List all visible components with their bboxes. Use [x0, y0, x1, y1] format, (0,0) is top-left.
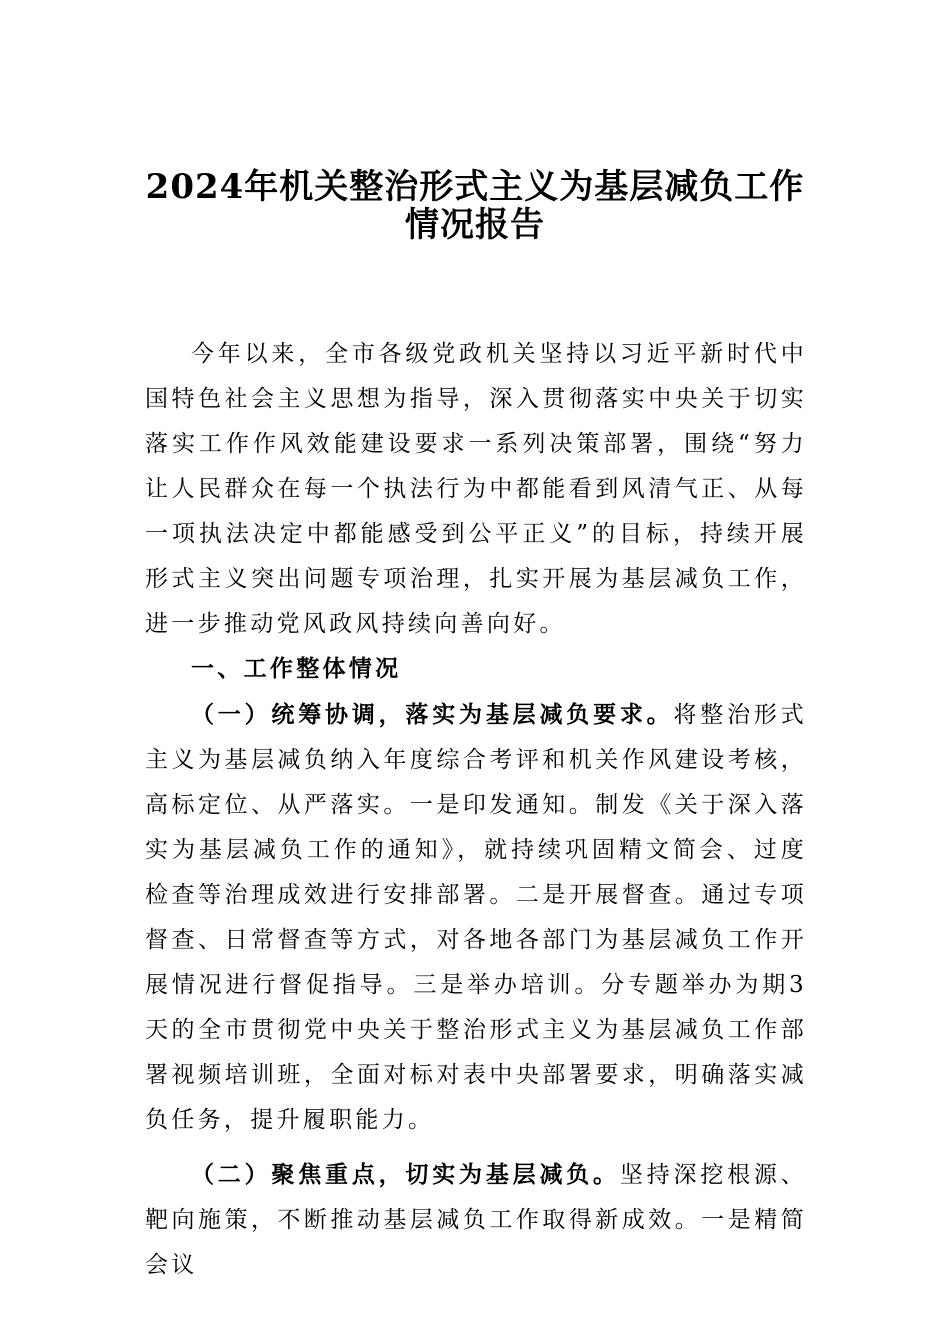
- document-title-line-1: 2024年机关整治形式主义为基层减负工作: [145, 167, 805, 207]
- subsection-1-paragraph: [145, 692, 807, 1143]
- section-heading-overview: 一、工作整体情况: [191, 656, 402, 682]
- subsection-1-heading: （一）统筹协调，落实为基层减负要求。: [191, 701, 674, 728]
- intro-paragraph: 今年以来，全市各级党政机关坚持以习近平新时代中国特色社会主义思想为指导，深入贯彻落实中央关于切实落实工作作风效能建设要求一系列决策部署，围绕“努力让人民群众在每一个执法行为中都能看到风清气正、从每一项执法决定中都能感受到公平正义”的目标，持续开展形式主义突出问题专项治理，扎实开展为基层减负工作，进一步推动党风政风持续向善向好。: [145, 341, 807, 637]
- subsection-2-text: 坚持深挖根源、靶向施策，不断推动基层减负工作取得新成效。一是精简会议: [145, 1162, 807, 1278]
- subsection-2-heading: （二）聚焦重点，切实为基层减负。: [191, 1161, 620, 1188]
- document-body: [145, 332, 807, 1288]
- subsection-2-paragraph: [145, 1152, 807, 1288]
- subsection-1-text: 将整治形式主义为基层减负纳入年度综合考评和机关作风建设考核，高标定位、从严落实。一是印发通知。制发《关于深入落实为基层减负工作的通知》，就持续巩固精文简会、过度检查等治理成效进行安排部署。二是开展督查。通过专项督查、日常督查等方式，对各地各部门为基层减负工作开展情况进行督促指导。三是举办培训。分专题举办为期3天的全市贯彻党中央关于整治形式主义为基层减负工作部署视频培训班，全面对标对表中央部署要求，明确落实减负任务，提升履职能力。: [145, 702, 808, 1133]
- document-title-line-2: 情况报告: [405, 205, 545, 245]
